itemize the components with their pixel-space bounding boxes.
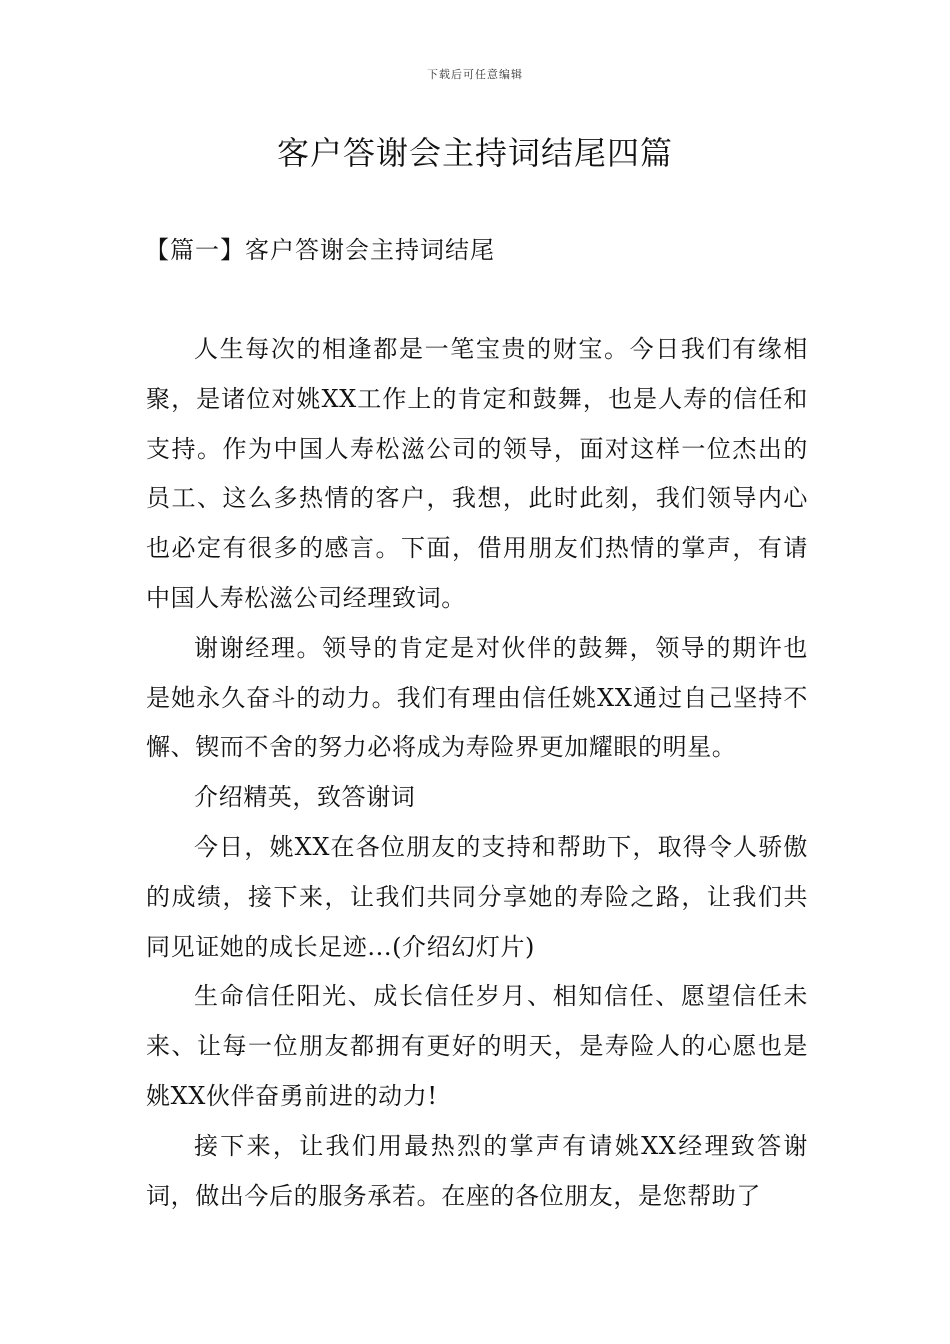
paragraph: 生命信任阳光、成长信任岁月、相知信任、愿望信任未来、让每一位朋友都拥有更好的明天，是寿险人的心愿也是姚XX伙伴奋勇前进的动力! bbox=[146, 982, 808, 1110]
paragraph: 今日，姚XX在各位朋友的支持和帮助下，取得令人骄傲的成绩，接下来，让我们共同分享她的寿险之路，让我们共同见证她的成长足迹...(介绍幻灯片) bbox=[146, 832, 808, 961]
paragraph: 介绍精英，致答谢词 bbox=[194, 783, 416, 812]
paragraph: 谢谢经理。领导的肯定是对伙伴的鼓舞，领导的期许也是她永久奋斗的动力。我们有理由信任姚XX通过自己坚持不懈、锲而不舍的努力必将成为寿险界更加耀眼的明星。 bbox=[146, 633, 808, 762]
document-body bbox=[146, 325, 808, 1221]
paragraph: 接下来，让我们用最热烈的掌声有请姚XX经理致答谢词，做出今后的服务承若。在座的各位朋友，是您帮助了 bbox=[146, 1131, 808, 1210]
header-note: 下载后可任意编辑 bbox=[427, 68, 523, 81]
section-heading: 【篇一】客户答谢会主持词结尾 bbox=[145, 236, 495, 264]
document-title: 客户答谢会主持词结尾四篇 bbox=[276, 134, 673, 172]
paragraph: 人生每次的相逢都是一笔宝贵的财宝。今日我们有缘相聚，是诸位对姚XX工作上的肯定和鼓舞，也是人寿的信任和支持。作为中国人寿松滋公司的领导，面对这样一位杰出的员工、这么多热情的客户，我想，此时此刻，我们领导内心也必定有很多的感言。下面，借用朋友们热情的掌声，有请中国人寿松滋公司经理致词。 bbox=[146, 335, 808, 612]
